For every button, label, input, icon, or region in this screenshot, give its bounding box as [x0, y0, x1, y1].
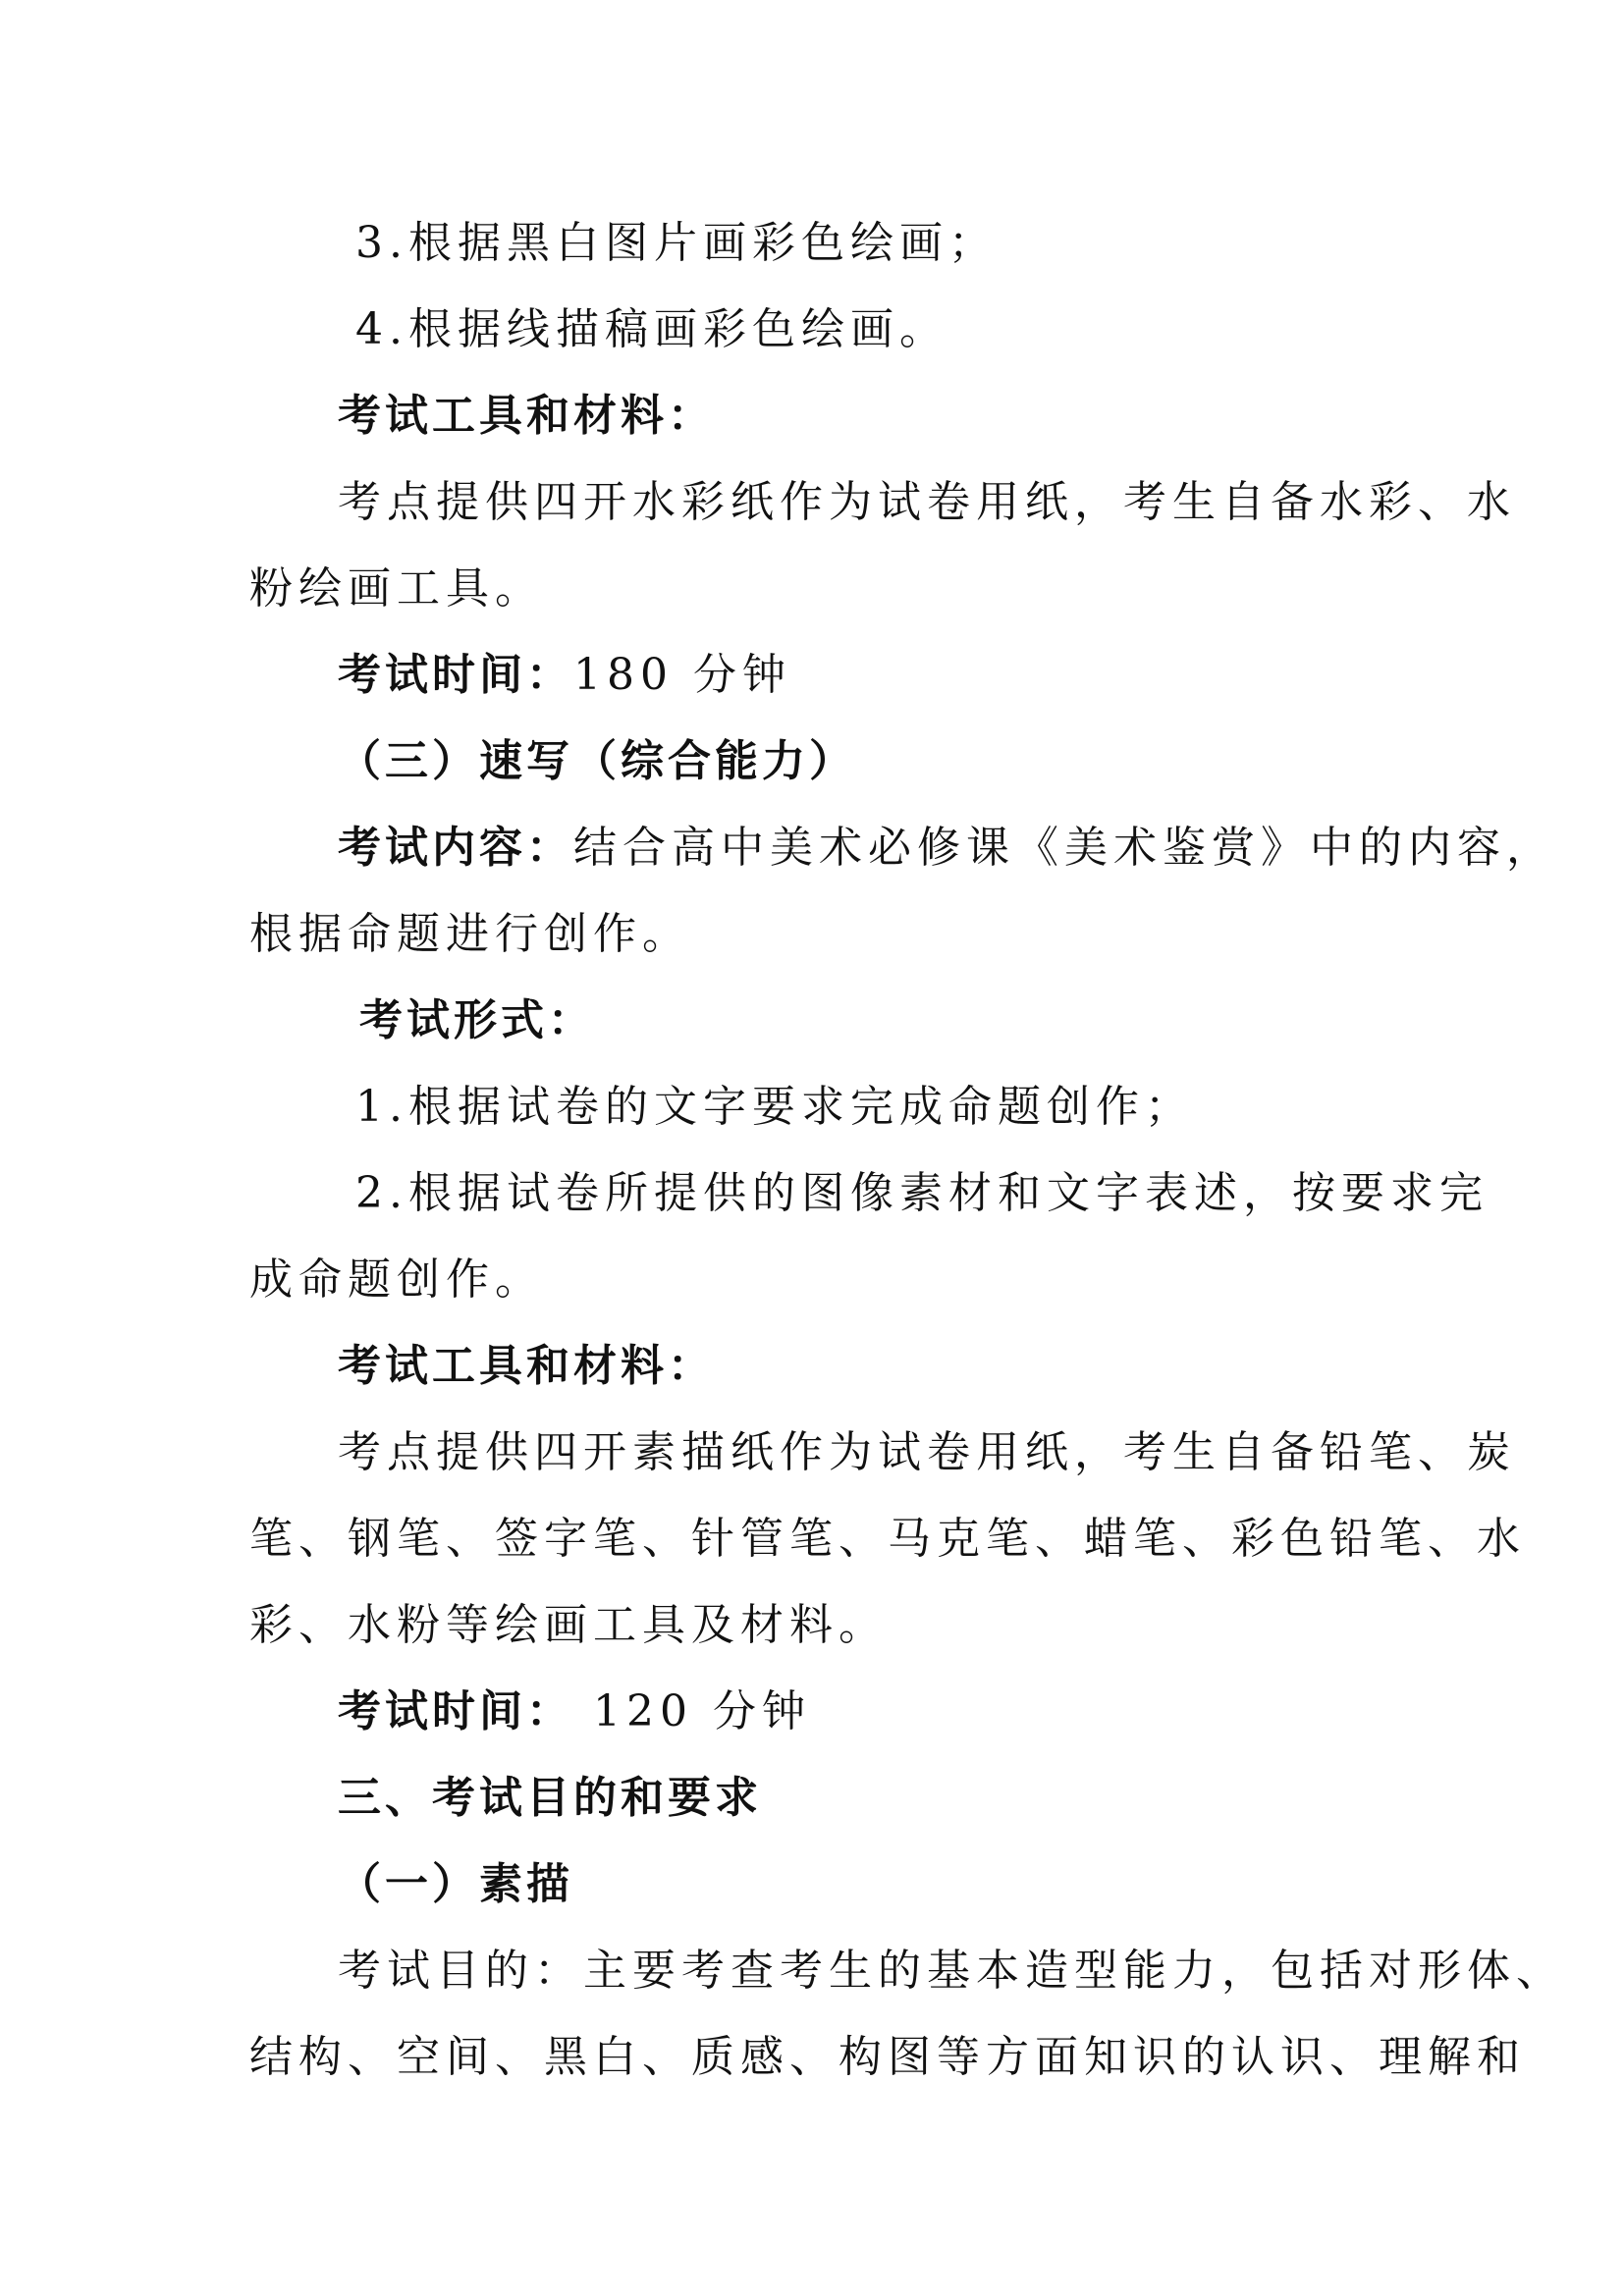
paragraph-line: 笔、钢笔、签字笔、针管笔、马克笔、蜡笔、彩色铅笔、水	[249, 1514, 1526, 1564]
exam-time-value: 180 分钟	[573, 650, 791, 700]
paragraph-line: 根据命题进行创作。	[249, 909, 691, 959]
paragraph-line: 结构、空间、黑白、质感、构图等方面知识的认识、理解和	[249, 2032, 1526, 2082]
section-heading-goals: 三、考试目的和要求	[338, 1773, 762, 1823]
exam-time-label: 考试时间：	[338, 1686, 573, 1736]
paragraph-line: 考点提供四开素描纸作为试卷用纸，考生自备铅笔、炭	[338, 1427, 1516, 1477]
exam-content-value: 结合高中美术必修课《美术鉴赏》中的内容，	[573, 823, 1555, 873]
paragraph-line: 考点提供四开水彩纸作为试卷用纸，考生自备水彩、水	[338, 477, 1516, 527]
exam-content-label: 考试内容：	[338, 823, 573, 873]
paragraph-line: 成命题创作。	[249, 1255, 544, 1305]
section-heading-drawing: （一）素描	[338, 1859, 573, 1909]
section-heading-tools: 考试工具和材料：	[338, 1341, 715, 1391]
list-item-4: 4.根据线描稿画彩色绘画。	[355, 304, 948, 354]
paragraph-line: 彩、水粉等绘画工具及材料。	[249, 1600, 888, 1650]
exam-content-line	[338, 823, 1555, 874]
list-item-1: 1.根据试卷的文字要求完成命题创作；	[355, 1082, 1194, 1132]
exam-time-value: 120 分钟	[573, 1686, 811, 1736]
section-heading-format: 考试形式：	[359, 995, 595, 1045]
section-heading-tools: 考试工具和材料：	[338, 391, 715, 441]
paragraph-line: 粉绘画工具。	[249, 563, 544, 614]
exam-time-line	[338, 1686, 811, 1737]
list-item-3: 3.根据黑白图片画彩色绘画；	[355, 218, 998, 268]
exam-time-label: 考试时间：	[338, 650, 573, 700]
paragraph-line: 考试目的：主要考查考生的基本造型能力，包括对形体、	[338, 1946, 1565, 1996]
list-item-2: 2.根据试卷所提供的图像素材和文字表述，按要求完	[355, 1168, 1489, 1218]
section-heading-sketch: （三）速写（综合能力）	[338, 736, 856, 786]
exam-time-line	[338, 650, 791, 701]
